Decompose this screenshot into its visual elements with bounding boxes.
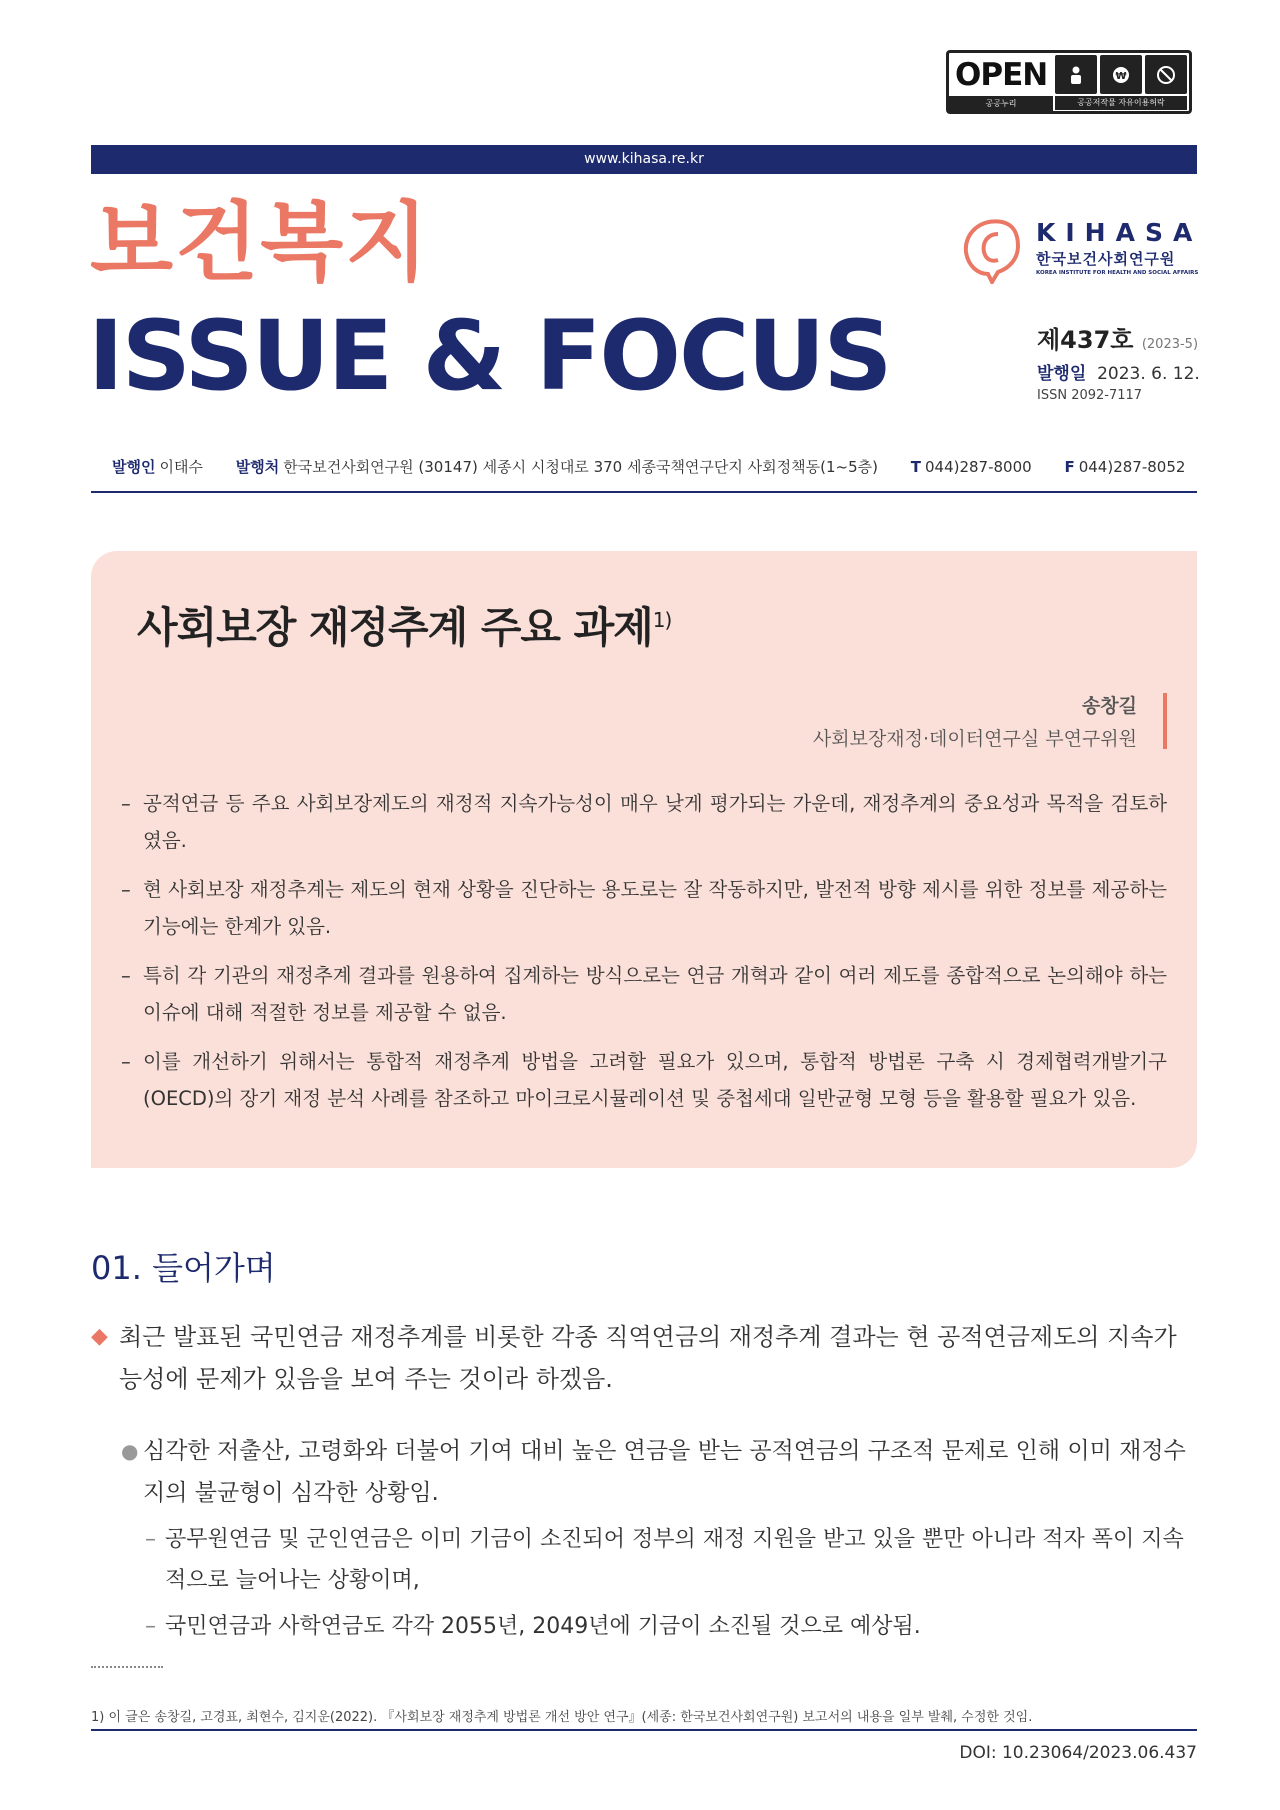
license-note: 공공저작물 자유이용허락 [1055,96,1187,110]
issn: ISSN 2092-7117 [1037,388,1143,403]
org-name-en: KOREA INSTITUTE FOR HEALTH AND SOCIAL AFFAIRS [1036,270,1199,276]
footnote: 1) 이 글은 송창길, 고경표, 최현수, 김지운(2022). 『사회보장 재정추계 방법론 개선 방안 연구』(세종: 한국보건사회연구원) 보고서의 내용을 일부 발췌, 수정한 것임. [91,1710,1033,1725]
section-heading: 01. 들어가며 [91,1249,276,1287]
fax-label: F [1064,458,1075,476]
dash-bullet-icon: – [145,1527,156,1552]
footer-divider [91,1729,1197,1731]
paragraph-dash-1-text: 공무원연금 및 군인연금은 이미 기금이 소진되어 정부의 재정 지원을 받고 있을 뿐만 아니라 적자 폭이 지속적으로 늘어나는 상황이며, [165,1527,1184,1593]
footnote-separator [91,1666,163,1668]
summary-item: – 공적연금 등 주요 사회보장제도의 재정적 지속가능성이 매우 낮게 평가되는 가운데, 재정추계의 중요성과 목적을 검토하였음. [121,785,1167,859]
masthead-title-en: ISSUE & FOCUS [88,300,891,412]
summary-box [91,551,1197,1168]
author-name: 송창길 [1081,695,1137,717]
doi[interactable]: DOI: 10.23064/2023.06.437 [959,1743,1197,1763]
author-accent-bar [1163,693,1167,749]
issuer-label: 발행인 [112,458,156,476]
article-title [137,595,671,655]
paragraph-dash-1 [91,1519,1197,1601]
url-bar[interactable]: www.kihasa.re.kr [91,145,1197,174]
org-name-kr: 한국보건사회연구원 [1036,250,1176,268]
office-value: 한국보건사회연구원 (30147) 세종시 시청대로 370 세종국책연구단지 사회정책동(1~5층) [283,458,878,476]
open-license-badge [946,50,1192,114]
publisher-line [112,456,1202,477]
summary-item: – 이를 개선하기 위해서는 통합적 재정추계 방법을 고려할 필요가 있으며, 통합적 방법론 구축 시 경제협력개발기구(OECD)의 장기 재정 분석 사례를 참조하고 마이크로시뮬레이션 및 중첩세대 일반균형 모형 등을 활용할 필요가 있음. [121,1043,1167,1117]
diamond-bullet-icon: ◆ [91,1324,108,1349]
paragraph-main-text: 최근 발표된 국민연금 재정추계를 비롯한 각종 직역연금의 재정추계 결과는 현 공적연금제도의 지속가능성에 문제가 있음을 보여 주는 것이라 하겠음. [119,1323,1177,1393]
article-title-text: 사회보장 재정추계 주요 과제 [137,603,653,652]
issue-number [1037,320,1207,355]
footnote-ref[interactable]: 1) [652,608,672,632]
masthead-title-kr: 보건복지 [90,193,431,293]
telephone [911,458,1032,476]
dot-bullet-icon: ● [121,1439,139,1463]
person-icon [1055,55,1097,94]
summary-item: – 특히 각 기관의 재정추계 결과를 원용하여 집계하는 방식으로는 연금 개혁과 같이 여러 제도를 종합적으로 논의해야 하는 이슈에 대해 적절한 정보를 제공할 수 없음. [121,957,1167,1031]
publisher-divider [91,491,1197,493]
tel-label: T [910,458,921,476]
author-role: 사회보장재정·데이터연구실 부연구위원 [812,728,1137,750]
paragraph-dash-2 [91,1606,1197,1647]
won-icon [1100,55,1142,94]
issuer [112,458,203,476]
kihasa-head-icon [958,214,1026,284]
office-label: 발행처 [235,458,280,476]
paragraph-bullet-text: 심각한 저출산, 고령화와 더불어 기여 대비 높은 연금을 받는 공적연금의 구조적 문제로 인해 이미 재정수지의 불균형이 심각한 상황임. [143,1438,1186,1506]
paragraph-bullet [91,1430,1197,1514]
kihasa-wordmark: KIHASA [1036,218,1203,247]
fax [1064,458,1185,476]
paragraph-main [91,1316,1197,1400]
issue-number-text: 제437호 [1037,326,1134,354]
open-sub-label: 공공누리 [949,96,1053,111]
author-block [813,691,1137,751]
tel-value: 044)287-8000 [924,458,1032,476]
fax-value: 044)287-8052 [1078,458,1186,476]
svg-text:₩: ₩ [1115,70,1127,82]
issue-sub: (2023-5) [1141,337,1199,352]
pub-date-value: 2023. 6. 12. [1097,364,1200,384]
issuer-value: 이태수 [159,458,203,476]
issue-info [1037,320,1207,403]
kihasa-logo [958,214,1203,284]
paragraph-dash-2-text: 국민연금과 사학연금도 각각 2055년, 2049년에 기금이 소진될 것으로 예상됨. [165,1614,921,1639]
dash-bullet-icon: – [145,1614,156,1639]
license-icons [1055,55,1187,94]
open-logo: OPEN [955,57,1048,93]
pub-date-label: 발행일 [1037,364,1087,384]
office [236,458,878,476]
no-modify-icon [1145,55,1187,94]
publication-date [1037,359,1207,384]
summary-list [121,785,1167,1129]
summary-item: – 현 사회보장 재정추계는 제도의 현재 상황을 진단하는 용도로는 잘 작동하지만, 발전적 방향 제시를 위한 정보를 제공하는 기능에는 한계가 있음. [121,871,1167,945]
